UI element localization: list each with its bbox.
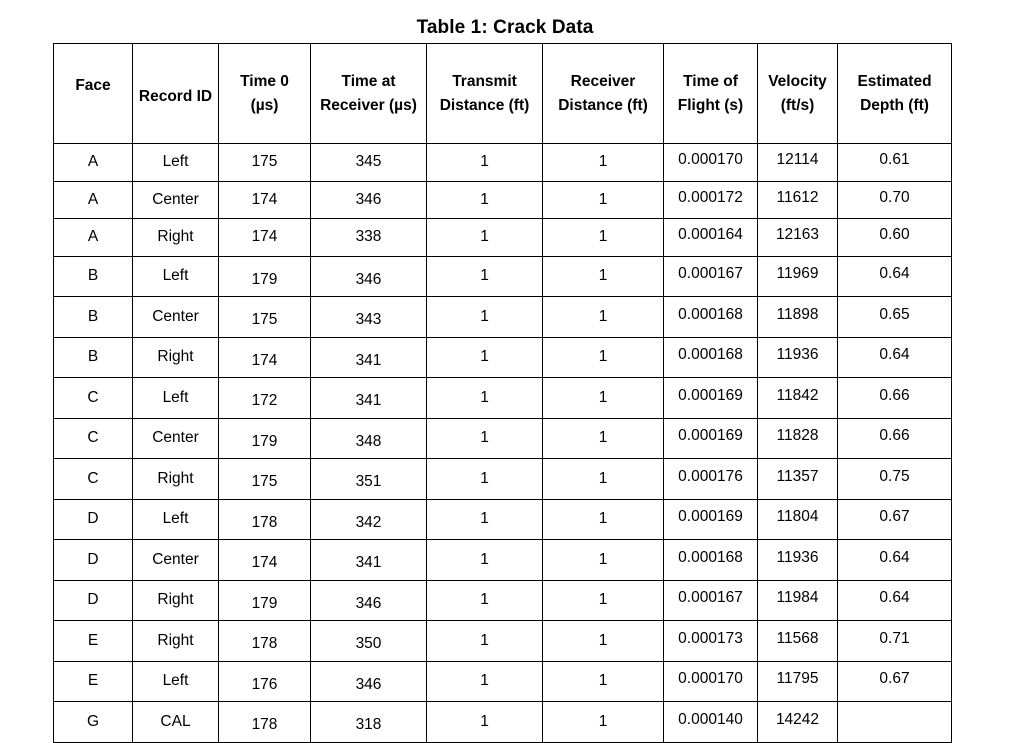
- table-row: [54, 219, 952, 257]
- table-cell-velocity: 11898: [758, 297, 838, 338]
- table-cell-transmit-distance: 1: [427, 661, 543, 702]
- table-cell-time-at-receiver: 342: [311, 499, 427, 540]
- column-header-line: (ft/s): [780, 96, 815, 114]
- table-cell-velocity: 11969: [758, 256, 838, 297]
- table-row: [54, 418, 952, 459]
- table-cell-record-id: Right: [133, 459, 219, 500]
- table-cell-receiver-distance: 1: [543, 337, 664, 378]
- table-cell-receiver-distance: 1: [543, 702, 664, 743]
- table-cell-time-at-receiver: 345: [311, 144, 427, 182]
- table-cell-time-of-flight: 0.000168: [664, 297, 758, 338]
- table-cell-velocity: 14242: [758, 702, 838, 743]
- table-cell-receiver-distance: 1: [543, 621, 664, 662]
- table-cell-velocity: 11612: [758, 181, 838, 219]
- table-cell-velocity: 11936: [758, 337, 838, 378]
- table-cell-face: B: [54, 337, 133, 378]
- table-row: [54, 499, 952, 540]
- table-row: [54, 661, 952, 702]
- table-cell-time-of-flight: 0.000167: [664, 580, 758, 621]
- table-cell-time-0: 175: [219, 144, 311, 182]
- table-cell-receiver-distance: 1: [543, 378, 664, 419]
- column-header-receiver-distance: [543, 44, 664, 144]
- column-header-line: Face: [75, 76, 111, 94]
- column-header-line: Time of: [683, 72, 738, 90]
- table-row: [54, 702, 952, 743]
- table-cell-time-of-flight: 0.000170: [664, 661, 758, 702]
- table-cell-time-at-receiver: 346: [311, 580, 427, 621]
- table-cell-time-at-receiver: 341: [311, 337, 427, 378]
- table-cell-velocity: 11984: [758, 580, 838, 621]
- column-header-line: Time 0: [240, 72, 289, 90]
- table-cell-time-0: 178: [219, 499, 311, 540]
- table-cell-face: C: [54, 459, 133, 500]
- table-cell-time-of-flight: 0.000173: [664, 621, 758, 662]
- table-cell-time-0: 179: [219, 256, 311, 297]
- table-cell-time-at-receiver: 346: [311, 181, 427, 219]
- table-cell-face: E: [54, 661, 133, 702]
- table-cell-estimated-depth: 0.64: [838, 540, 952, 581]
- table-cell-record-id: Right: [133, 337, 219, 378]
- table-cell-time-0: 174: [219, 540, 311, 581]
- table-cell-transmit-distance: 1: [427, 337, 543, 378]
- table-row: [54, 459, 952, 500]
- table-cell-velocity: 11568: [758, 621, 838, 662]
- table-cell-time-of-flight: 0.000140: [664, 702, 758, 743]
- table-cell-time-at-receiver: 350: [311, 621, 427, 662]
- table-cell-receiver-distance: 1: [543, 297, 664, 338]
- table-cell-record-id: Left: [133, 256, 219, 297]
- table-cell-record-id: CAL: [133, 702, 219, 743]
- table-cell-receiver-distance: 1: [543, 181, 664, 219]
- table-cell-face: D: [54, 540, 133, 581]
- table-cell-estimated-depth: 0.65: [838, 297, 952, 338]
- table-cell-transmit-distance: 1: [427, 702, 543, 743]
- table-row: [54, 580, 952, 621]
- table-cell-velocity: 11804: [758, 499, 838, 540]
- table-title: Table 1: Crack Data: [416, 17, 594, 38]
- column-header-line: Flight (s): [677, 96, 744, 114]
- table-cell-receiver-distance: 1: [543, 256, 664, 297]
- table-cell-time-of-flight: 0.000176: [664, 459, 758, 500]
- table-cell-transmit-distance: 1: [427, 459, 543, 500]
- table-body: [54, 144, 952, 743]
- table-cell-receiver-distance: 1: [543, 418, 664, 459]
- table-cell-estimated-depth: 0.71: [838, 621, 952, 662]
- table-cell-time-of-flight: 0.000168: [664, 540, 758, 581]
- table-cell-time-0: 179: [219, 580, 311, 621]
- table-cell-estimated-depth: 0.70: [838, 181, 952, 219]
- table-cell-record-id: Right: [133, 219, 219, 257]
- table-cell-time-at-receiver: 338: [311, 219, 427, 257]
- column-header-time-at-receiver: [311, 44, 427, 144]
- table-cell-velocity: 11936: [758, 540, 838, 581]
- table-cell-time-of-flight: 0.000164: [664, 219, 758, 257]
- table-row: [54, 621, 952, 662]
- table-cell-face: A: [54, 219, 133, 257]
- column-header-time-0: [219, 44, 311, 144]
- table-cell-record-id: Left: [133, 661, 219, 702]
- column-header-time-of-flight: [664, 44, 758, 144]
- table-cell-time-0: 175: [219, 459, 311, 500]
- table-cell-face: E: [54, 621, 133, 662]
- table-row: [54, 256, 952, 297]
- column-header-line: Transmit: [452, 72, 517, 90]
- table-cell-time-at-receiver: 341: [311, 540, 427, 581]
- table-cell-record-id: Left: [133, 378, 219, 419]
- table-cell-time-0: 174: [219, 181, 311, 219]
- table-cell-estimated-depth: 0.61: [838, 144, 952, 182]
- column-header-line: (µs): [250, 96, 279, 114]
- table-cell-estimated-depth: 0.66: [838, 418, 952, 459]
- table-cell-estimated-depth: 0.64: [838, 337, 952, 378]
- table-cell-record-id: Right: [133, 621, 219, 662]
- header-row: [54, 44, 952, 144]
- table-cell-time-at-receiver: 343: [311, 297, 427, 338]
- table-cell-receiver-distance: 1: [543, 661, 664, 702]
- table-cell-time-at-receiver: 348: [311, 418, 427, 459]
- table-cell-face: A: [54, 144, 133, 182]
- column-header-line: Receiver (µs): [320, 96, 417, 114]
- table-cell-face: C: [54, 418, 133, 459]
- table-cell-transmit-distance: 1: [427, 621, 543, 662]
- table-cell-time-0: 178: [219, 621, 311, 662]
- table-cell-time-of-flight: 0.000167: [664, 256, 758, 297]
- table-cell-transmit-distance: 1: [427, 418, 543, 459]
- table-cell-estimated-depth: 0.67: [838, 499, 952, 540]
- table-cell-receiver-distance: 1: [543, 144, 664, 182]
- table-cell-record-id: Center: [133, 418, 219, 459]
- table-cell-transmit-distance: 1: [427, 219, 543, 257]
- column-header-line: Distance (ft): [558, 96, 648, 114]
- table-cell-estimated-depth: 0.60: [838, 219, 952, 257]
- table-cell-time-0: 178: [219, 702, 311, 743]
- table-cell-time-of-flight: 0.000170: [664, 144, 758, 182]
- table-cell-transmit-distance: 1: [427, 256, 543, 297]
- table-cell-record-id: Left: [133, 499, 219, 540]
- table-cell-time-at-receiver: 341: [311, 378, 427, 419]
- crack-data-table: [53, 43, 952, 743]
- column-header-estimated-depth: [838, 44, 952, 144]
- table-row: [54, 144, 952, 182]
- table-cell-velocity: 11357: [758, 459, 838, 500]
- table-row: [54, 378, 952, 419]
- table-cell-estimated-depth: 0.67: [838, 661, 952, 702]
- table-cell-time-at-receiver: 351: [311, 459, 427, 500]
- column-header-line: Record ID: [138, 87, 213, 105]
- table-cell-time-0: 179: [219, 418, 311, 459]
- table-cell-face: B: [54, 256, 133, 297]
- column-header-record-id: [133, 44, 219, 144]
- table-cell-record-id: Right: [133, 580, 219, 621]
- table-row: [54, 337, 952, 378]
- table-cell-transmit-distance: 1: [427, 378, 543, 419]
- table-cell-record-id: Left: [133, 144, 219, 182]
- table-cell-receiver-distance: 1: [543, 219, 664, 257]
- column-header-velocity: [758, 44, 838, 144]
- table-cell-face: G: [54, 702, 133, 743]
- table-cell-time-0: 175: [219, 297, 311, 338]
- table-cell-record-id: Center: [133, 540, 219, 581]
- table-cell-velocity: 11828: [758, 418, 838, 459]
- table-cell-time-0: 172: [219, 378, 311, 419]
- column-header-line: Estimated: [857, 72, 932, 90]
- table-cell-record-id: Center: [133, 181, 219, 219]
- table-cell-transmit-distance: 1: [427, 540, 543, 581]
- table-cell-time-at-receiver: 346: [311, 256, 427, 297]
- table-cell-time-of-flight: 0.000168: [664, 337, 758, 378]
- table-cell-transmit-distance: 1: [427, 297, 543, 338]
- table-cell-transmit-distance: 1: [427, 580, 543, 621]
- table-cell-estimated-depth: [838, 702, 952, 743]
- table-cell-receiver-distance: 1: [543, 580, 664, 621]
- table-cell-time-0: 176: [219, 661, 311, 702]
- table-cell-time-at-receiver: 346: [311, 661, 427, 702]
- table-cell-face: C: [54, 378, 133, 419]
- table-row: [54, 181, 952, 219]
- table-cell-velocity: 11795: [758, 661, 838, 702]
- table-cell-estimated-depth: 0.64: [838, 256, 952, 297]
- table-cell-face: D: [54, 499, 133, 540]
- table-cell-estimated-depth: 0.64: [838, 580, 952, 621]
- table-cell-time-of-flight: 0.000169: [664, 378, 758, 419]
- column-header-line: Receiver: [570, 72, 636, 90]
- table-cell-velocity: 11842: [758, 378, 838, 419]
- table-cell-estimated-depth: 0.75: [838, 459, 952, 500]
- column-header-line: Time at: [341, 72, 396, 90]
- table-cell-velocity: 12114: [758, 144, 838, 182]
- table-cell-receiver-distance: 1: [543, 459, 664, 500]
- column-header-line: Distance (ft): [439, 96, 530, 114]
- table-cell-time-of-flight: 0.000169: [664, 499, 758, 540]
- table-cell-transmit-distance: 1: [427, 144, 543, 182]
- table-cell-receiver-distance: 1: [543, 540, 664, 581]
- table-cell-face: D: [54, 580, 133, 621]
- table-cell-velocity: 12163: [758, 219, 838, 257]
- table-cell-time-of-flight: 0.000172: [664, 181, 758, 219]
- column-header-line: Depth (ft): [860, 96, 929, 114]
- table-cell-time-0: 174: [219, 219, 311, 257]
- table-cell-face: B: [54, 297, 133, 338]
- table-cell-time-at-receiver: 318: [311, 702, 427, 743]
- table-cell-transmit-distance: 1: [427, 499, 543, 540]
- table-cell-time-of-flight: 0.000169: [664, 418, 758, 459]
- table-cell-time-0: 174: [219, 337, 311, 378]
- table-cell-face: A: [54, 181, 133, 219]
- table-cell-estimated-depth: 0.66: [838, 378, 952, 419]
- table-row: [54, 540, 952, 581]
- column-header-line: Velocity: [768, 72, 827, 90]
- column-header-transmit-distance: [427, 44, 543, 144]
- table-row: [54, 297, 952, 338]
- table-cell-transmit-distance: 1: [427, 181, 543, 219]
- table-cell-record-id: Center: [133, 297, 219, 338]
- column-header-face: [54, 44, 133, 144]
- table-cell-receiver-distance: 1: [543, 499, 664, 540]
